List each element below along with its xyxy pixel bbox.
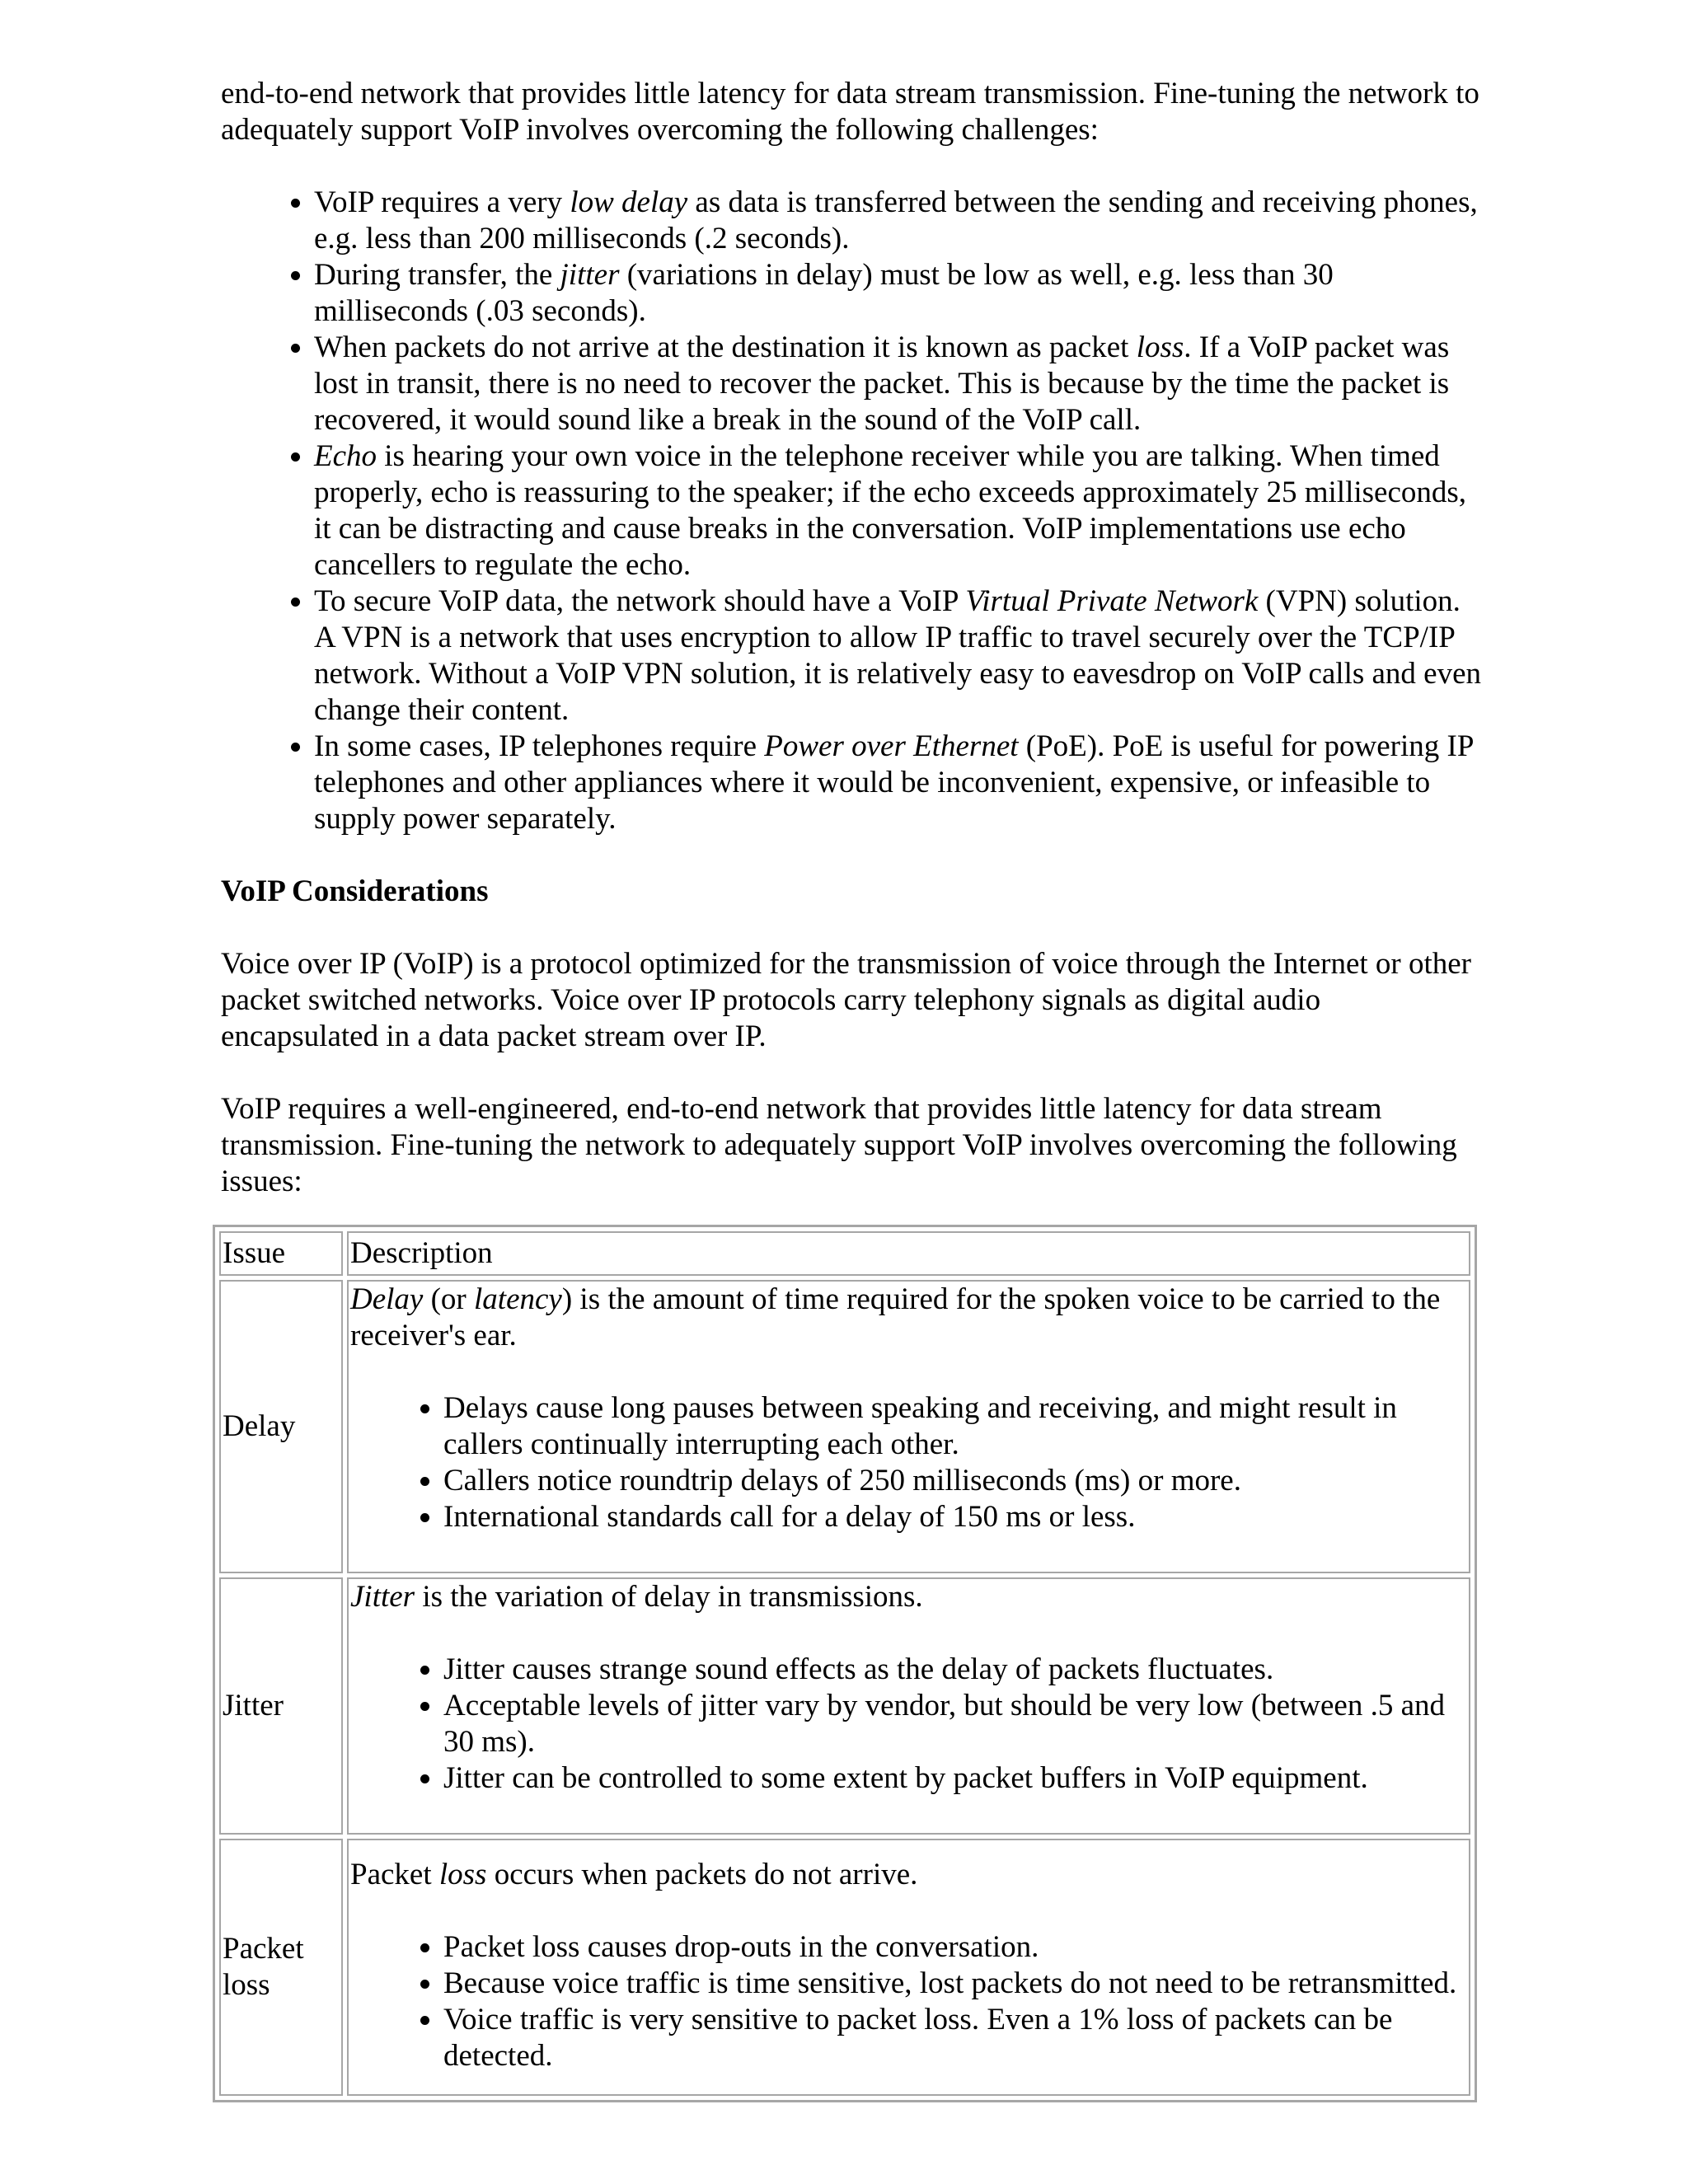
description-cell [347, 1839, 1470, 2096]
issues-table [213, 1225, 1477, 2102]
list-item: • Jitter can be controlled to some extent by packet buffers in VoIP equipment. [443, 1760, 1467, 1797]
list-item: • Echo is hearing your own voice in the telephone receiver while you are talking. When timed properly, echo is reassuring to the speaker; if the echo exceeds approximately 25 milliseconds, it can be distracting and cause breaks in the conversation. VoIP implementations use echo cancellers to regulate the echo. [314, 438, 1482, 583]
list-item: • Callers notice roundtrip delays of 250 milliseconds (ms) or more. [443, 1463, 1467, 1499]
description-cell [347, 1280, 1470, 1573]
list-item: • International standards call for a delay of 150 ms or less. [443, 1499, 1467, 1535]
list-item: • Because voice traffic is time sensitive, lost packets do not need to be retransmitted. [443, 1966, 1467, 2002]
challenges-list [221, 185, 1482, 837]
intro-paragraph: end-to-end network that provides little latency for data stream transmission. Fine-tuning the network to adequately support VoIP involves overcoming the following challenges: [221, 77, 1479, 147]
list-item: • VoIP requires a very low delay as data is transferred between the sending and receiving phones, e.g. less than 200 milliseconds (.2 seconds). [314, 185, 1482, 257]
table-row [219, 1577, 1470, 1835]
voip-requirements-paragraph: VoIP requires a well-engineered, end-to-end network that provides little latency for data stream transmission. Fine-tuning the network to adequately support VoIP involves overcoming the following issues: [221, 1092, 1457, 1198]
list-item: • Delays cause long pauses between speaking and receiving, and might result in callers continually interrupting each other. [443, 1390, 1467, 1463]
description-bullets [350, 1929, 1467, 2074]
description-bullets [350, 1390, 1467, 1535]
header-issue: Issue [219, 1231, 343, 1276]
list-item: • Jitter causes strange sound effects as the delay of packets fluctuates. [443, 1652, 1467, 1688]
voip-definition-paragraph: Voice over IP (VoIP) is a protocol optimized for the transmission of voice through the Internet or other packet switched networks. Voice over IP protocols carry telephony signals as digital audio encapsulated in a data packet stream over IP. [221, 947, 1471, 1053]
table-header-row [219, 1231, 1470, 1276]
list-item: • To secure VoIP data, the network should have a VoIP Virtual Private Network (VPN) solution. A VPN is a network that uses encryption to allow IP traffic to travel securely over the TCP/IP network. Without a VoIP VPN solution, it is relatively easy to eavesdrop on VoIP calls and even change their content. [314, 583, 1482, 729]
section-heading: VoIP Considerations [221, 874, 489, 908]
list-item: • Voice traffic is very sensitive to packet loss. Even a 1% loss of packets can be detected. [443, 2002, 1467, 2074]
issue-cell: Delay [219, 1280, 343, 1573]
description-cell [347, 1577, 1470, 1835]
list-item: • Acceptable levels of jitter vary by vendor, but should be very low (between .5 and 30 ms). [443, 1688, 1467, 1760]
description-lead: Packet loss occurs when packets do not arrive. [350, 1858, 918, 1891]
table-row [219, 1839, 1470, 2096]
description-lead: Jitter is the variation of delay in transmissions. [350, 1580, 923, 1614]
header-description: Description [347, 1231, 1470, 1276]
list-item: • During transfer, the jitter (variations in delay) must be low as well, e.g. less than 30 milliseconds (.03 seconds). [314, 257, 1482, 330]
document-page [221, 76, 1482, 1236]
issue-cell: Packet loss [219, 1839, 343, 2096]
table-row [219, 1280, 1470, 1573]
list-item: • When packets do not arrive at the destination it is known as packet loss. If a VoIP packet was lost in transit, there is no need to recover the packet. This is because by the time the packet is recovered, it would sound like a break in the sound of the VoIP call. [314, 330, 1482, 438]
list-item: • Packet loss causes drop-outs in the conversation. [443, 1929, 1467, 1966]
description-bullets [350, 1652, 1467, 1797]
issue-cell: Jitter [219, 1577, 343, 1835]
list-item: • In some cases, IP telephones require Power over Ethernet (PoE). PoE is useful for powering IP telephones and other appliances where it would be inconvenient, expensive, or infeasible to supply power separately. [314, 729, 1482, 837]
description-lead: Delay (or latency) is the amount of time required for the spoken voice to be carried to the receiver's ear. [350, 1282, 1441, 1352]
